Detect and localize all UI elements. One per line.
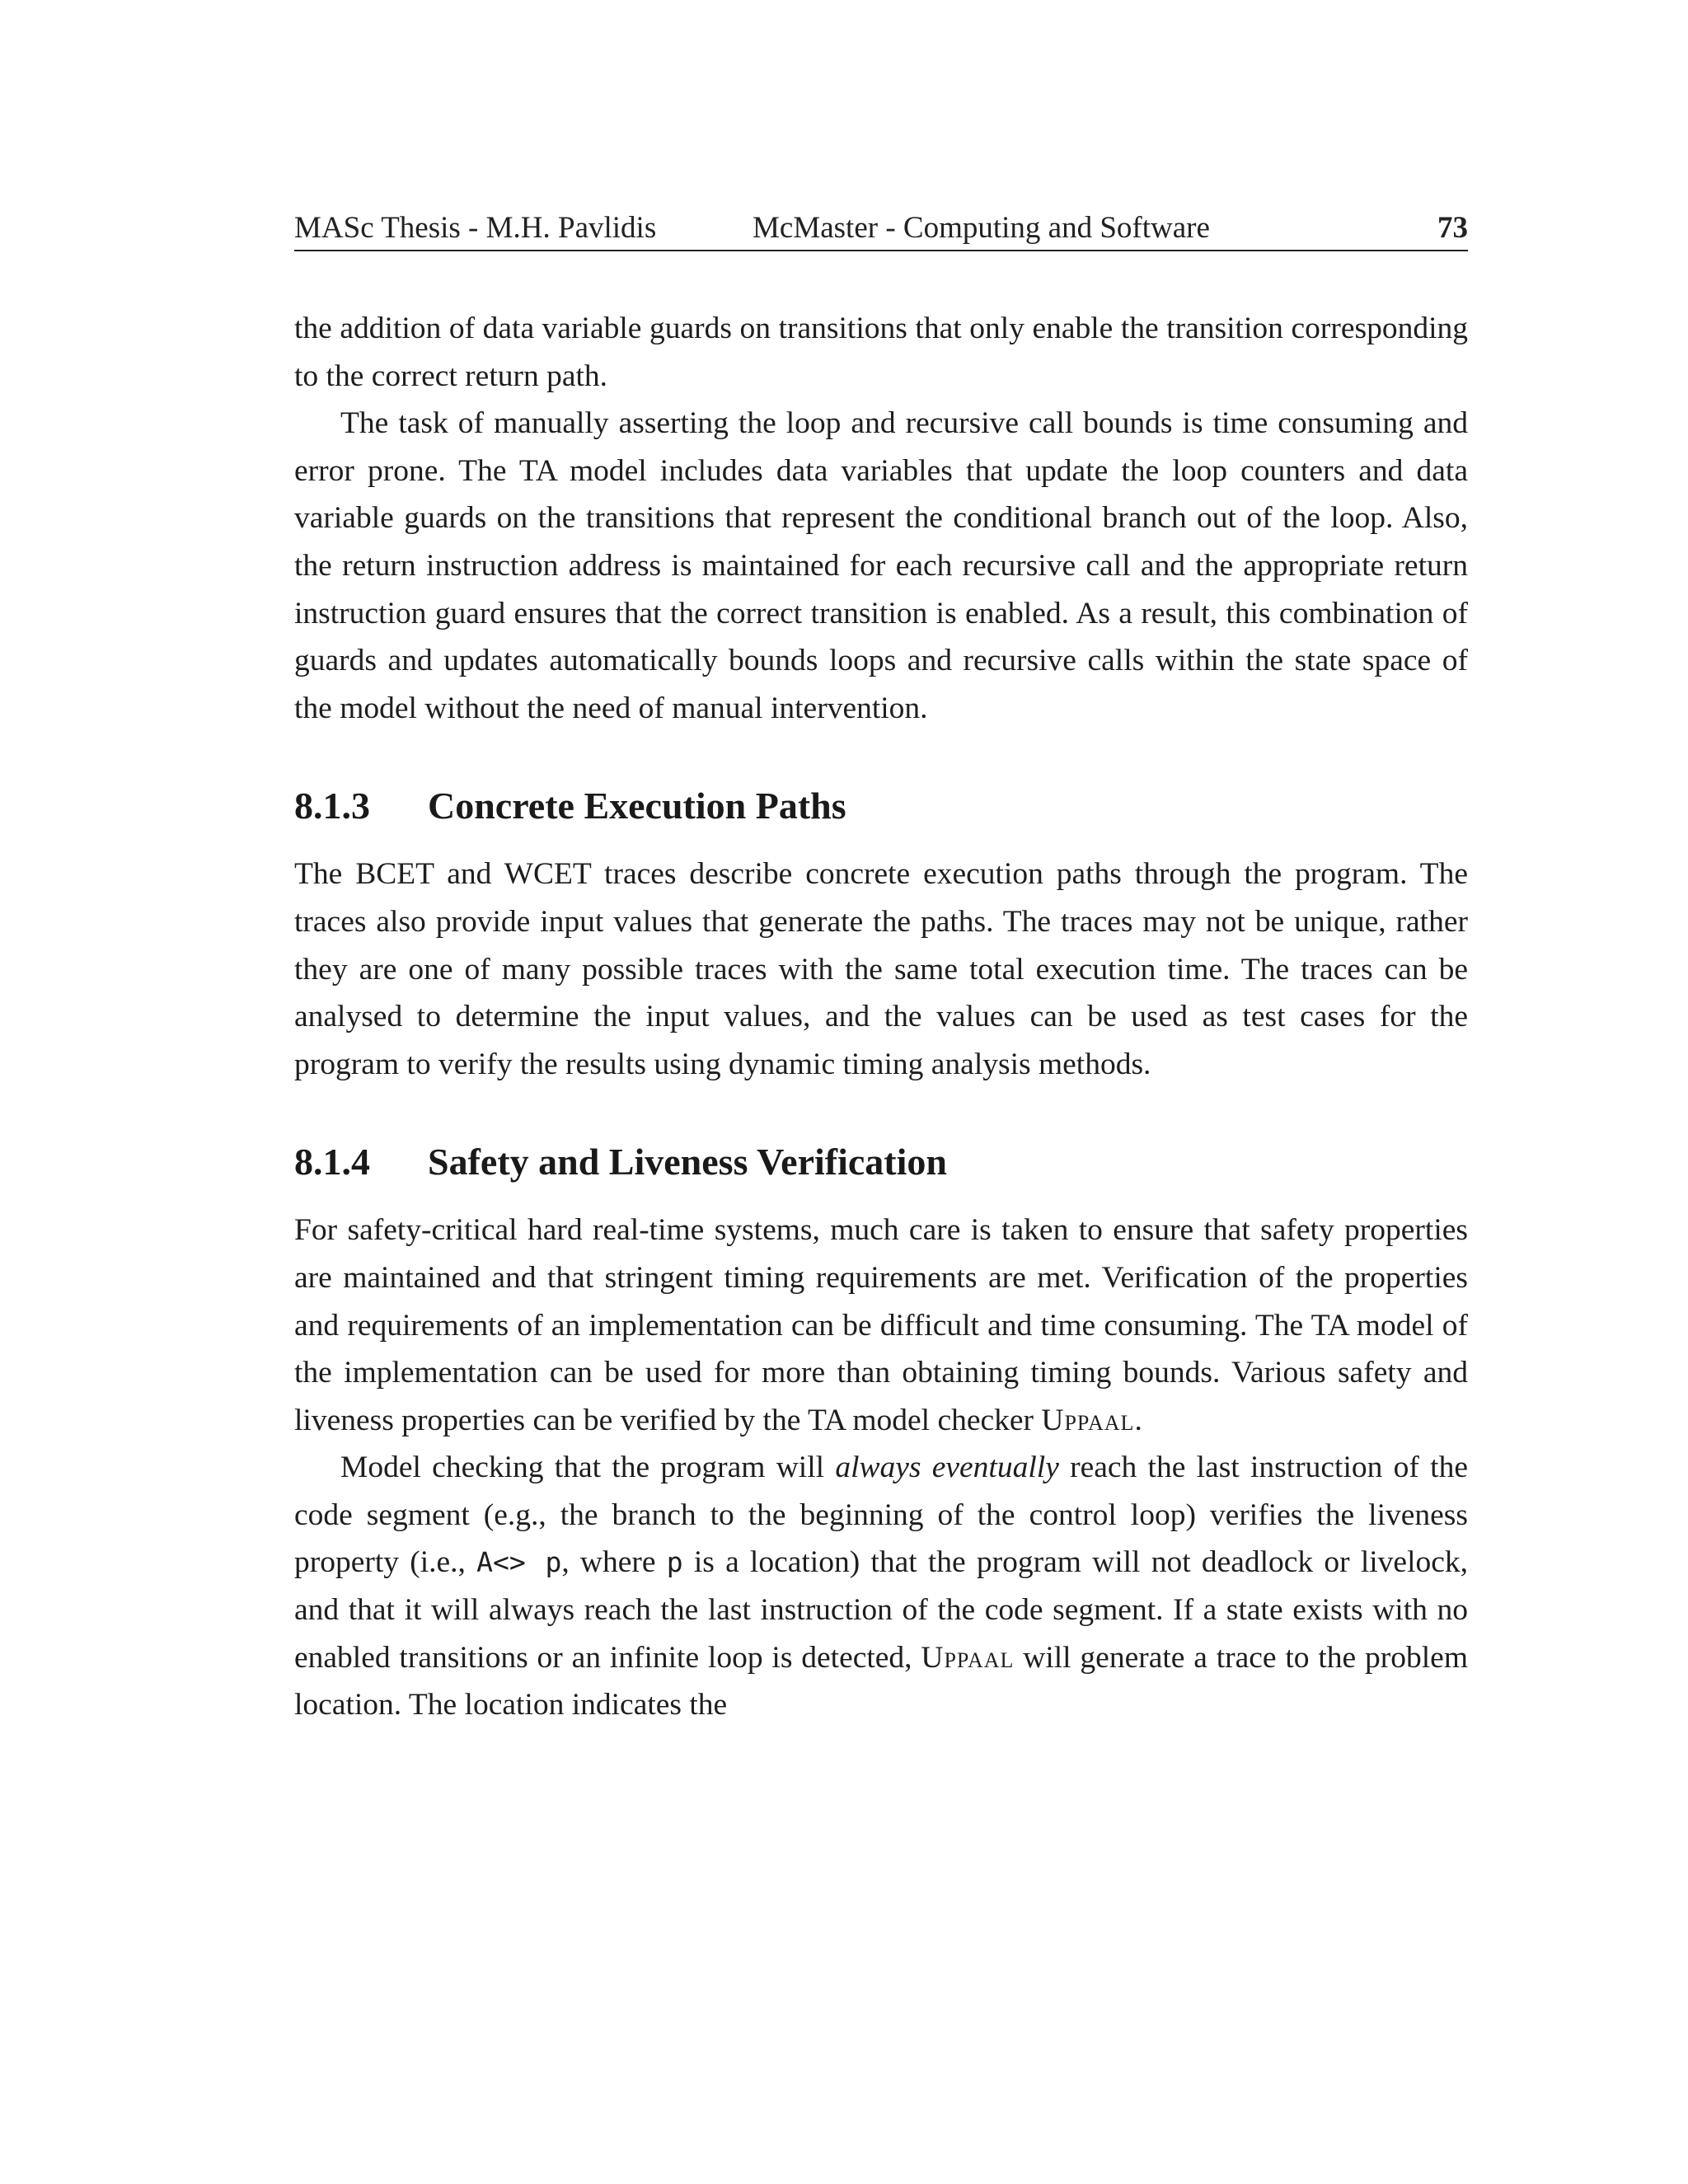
paragraph-concrete-paths: The BCET and WCET traces describe concrete execution paths through the program. The traces also provide input values that generate the paths. The traces may not be unique, rather they are one of many possible traces with the same total execution time. The traces can be analysed to determine the input values, and the values can be used as test cases for the program to verify the results using dynamic timing analysis methods.	[294, 857, 1468, 1081]
emphasis-always-eventually: always eventually	[835, 1451, 1059, 1485]
header-author: MASc Thesis - M.H. Pavlidis	[294, 211, 657, 245]
section-heading-safety-liveness	[294, 1137, 1468, 1187]
header-institution: McMaster - Computing and Software	[753, 211, 1210, 245]
thesis-page	[294, 0, 1468, 2184]
text-span: , where	[561, 1545, 667, 1580]
tool-name-uppaal: Uppaal	[1041, 1403, 1135, 1437]
section-title: Safety and Liveness Verification	[428, 1141, 947, 1183]
text-span: reach the last instruction of the code segment (e.g., the branch to the beginning of the control loop) verifies the liveness property (i.e.,	[294, 1451, 1468, 1580]
body-text	[294, 305, 1468, 1729]
page-number: 73	[1437, 211, 1468, 245]
text-span: is a location) that the program will not deadlock or livelock, and that it will always reach the last instruction of the code segment. If a state exists with no enabled transitions or an infinite loop is detected,	[294, 1545, 1469, 1675]
paragraph-model-checking	[294, 1444, 1468, 1729]
text-span: For safety-critical hard real-time systems, much care is taken to ensure that safety properties are maintained and that stringent timing requirements are met. Verification of the properties and requirements of an implementation can be difficult and time consuming. The TA model of the implementation can be used for more than obtaining timing bounds. Various safety and liveness properties can be verified by the TA model checker	[294, 1213, 1468, 1437]
paragraph-safety-critical	[294, 1207, 1468, 1444]
location-variable: p	[666, 1546, 683, 1579]
section-number: 8.1.3	[294, 785, 370, 827]
liveness-formula: A<> p	[476, 1546, 562, 1579]
section-heading-concrete-execution-paths	[294, 781, 1468, 831]
section-title: Concrete Execution Paths	[428, 785, 846, 827]
paragraph-loop-bounds: The task of manually asserting the loop and recursive call bounds is time consuming and error prone. The TA model includes data variables that update the loop counters and data variable guards on the transitions that represent the conditional branch out of the loop. Also, the return instruction address is maintained for each recursive call and the appropriate return instruction guard ensures that the correct transition is enabled. As a result, this combination of guards and updates automatically bounds loops and recursive calls within the state space of the model without the need of manual intervention.	[294, 406, 1468, 725]
running-header	[294, 209, 1468, 251]
paragraph-continuation: the addition of data variable guards on transitions that only enable the transition corresponding to the correct return path.	[294, 312, 1468, 393]
text-span: will generate a trace to the problem location. The location indicates the	[294, 1640, 1468, 1722]
text-span: Model checking that the program will	[340, 1451, 836, 1485]
tool-name-uppaal: Uppaal	[921, 1640, 1015, 1675]
section-number: 8.1.4	[294, 1141, 370, 1183]
text-span: .	[1134, 1403, 1142, 1437]
